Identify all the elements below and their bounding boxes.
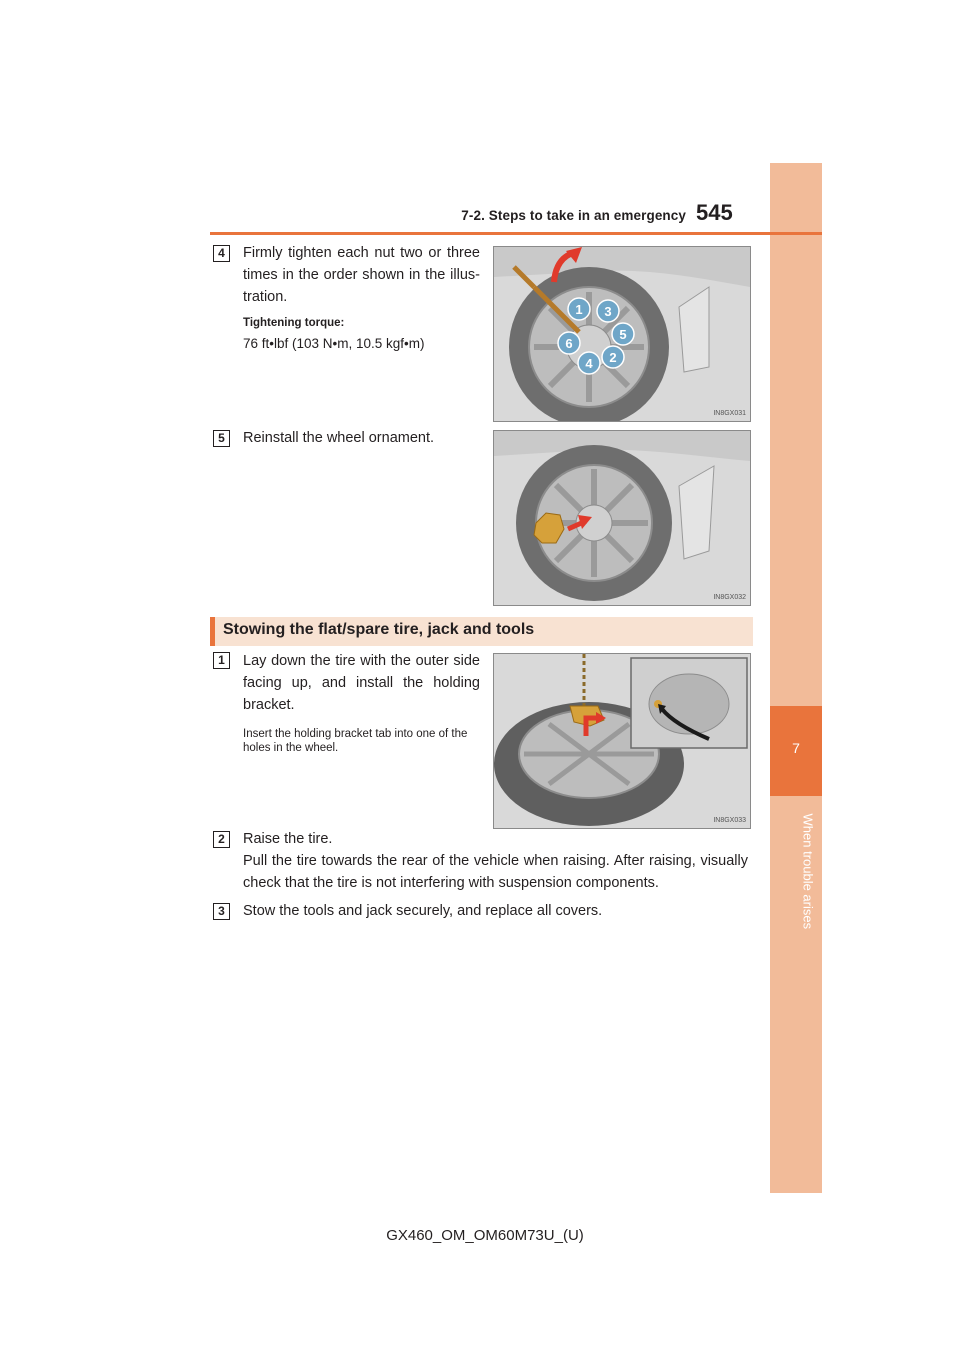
chapter-title: When trouble arises — [800, 813, 816, 930]
figure-wheel-ornament — [493, 430, 751, 606]
step-text: Lay down the tire with the outer side facing up, and install the holding bracket. — [243, 653, 480, 713]
step-text: Raise the tire. — [243, 831, 333, 847]
step-number: 3 — [213, 903, 230, 920]
nut-label-1: 1 — [575, 302, 583, 317]
wheel-ornament-illustration — [494, 431, 750, 605]
holding-bracket-illustration — [494, 654, 750, 828]
figure-code: IN8GX033 — [713, 817, 746, 824]
step-number: 5 — [213, 430, 230, 447]
figure-tighten-nuts — [493, 246, 751, 422]
figure-code: IN8GX031 — [713, 410, 746, 417]
section-title: Stowing the flat/spare tire, jack and tools — [223, 621, 535, 638]
step-number: 1 — [213, 652, 230, 669]
nut-label-3: 3 — [604, 304, 612, 319]
document-code: GX460_OM_OM60M73U_(U) — [386, 1227, 584, 1244]
nut-label-6: 6 — [565, 336, 573, 351]
torque-value: 76 ft•lbf (103 N•m, 10.5 kgf•m) — [243, 336, 425, 351]
chapter-number: 7 — [792, 740, 800, 756]
figure-code: IN8GX032 — [713, 594, 746, 601]
step-text: Stow the tools and jack securely, and replace all covers. — [243, 903, 603, 919]
step-text: Firmly tighten each nut two or three times in the order shown in the illus-tration. — [243, 245, 480, 305]
nut-label-5: 5 — [619, 327, 627, 342]
nut-order-labels — [494, 247, 750, 421]
step-text: Reinstall the wheel ornament. — [243, 430, 435, 446]
nut-label-4: 4 — [585, 356, 593, 371]
torque-label: Tightening torque: — [243, 317, 345, 329]
step-note: Insert the holding bracket tab into one of the holes in the wheel. — [243, 728, 468, 754]
step-detail: Pull the tire towards the rear of the vehicle when raising. After raising, visually check that the tire is not interfering with suspension components. — [243, 853, 748, 891]
figure-holding-bracket — [493, 653, 751, 829]
header-rule — [210, 232, 822, 235]
chapter-side-tab — [770, 163, 822, 1193]
running-header: 7-2. Steps to take in an emergency — [461, 208, 686, 223]
nut-label-2: 2 — [609, 350, 617, 365]
page-number: 545 — [696, 200, 733, 225]
step-number: 4 — [213, 245, 230, 262]
step-number: 2 — [213, 831, 230, 848]
